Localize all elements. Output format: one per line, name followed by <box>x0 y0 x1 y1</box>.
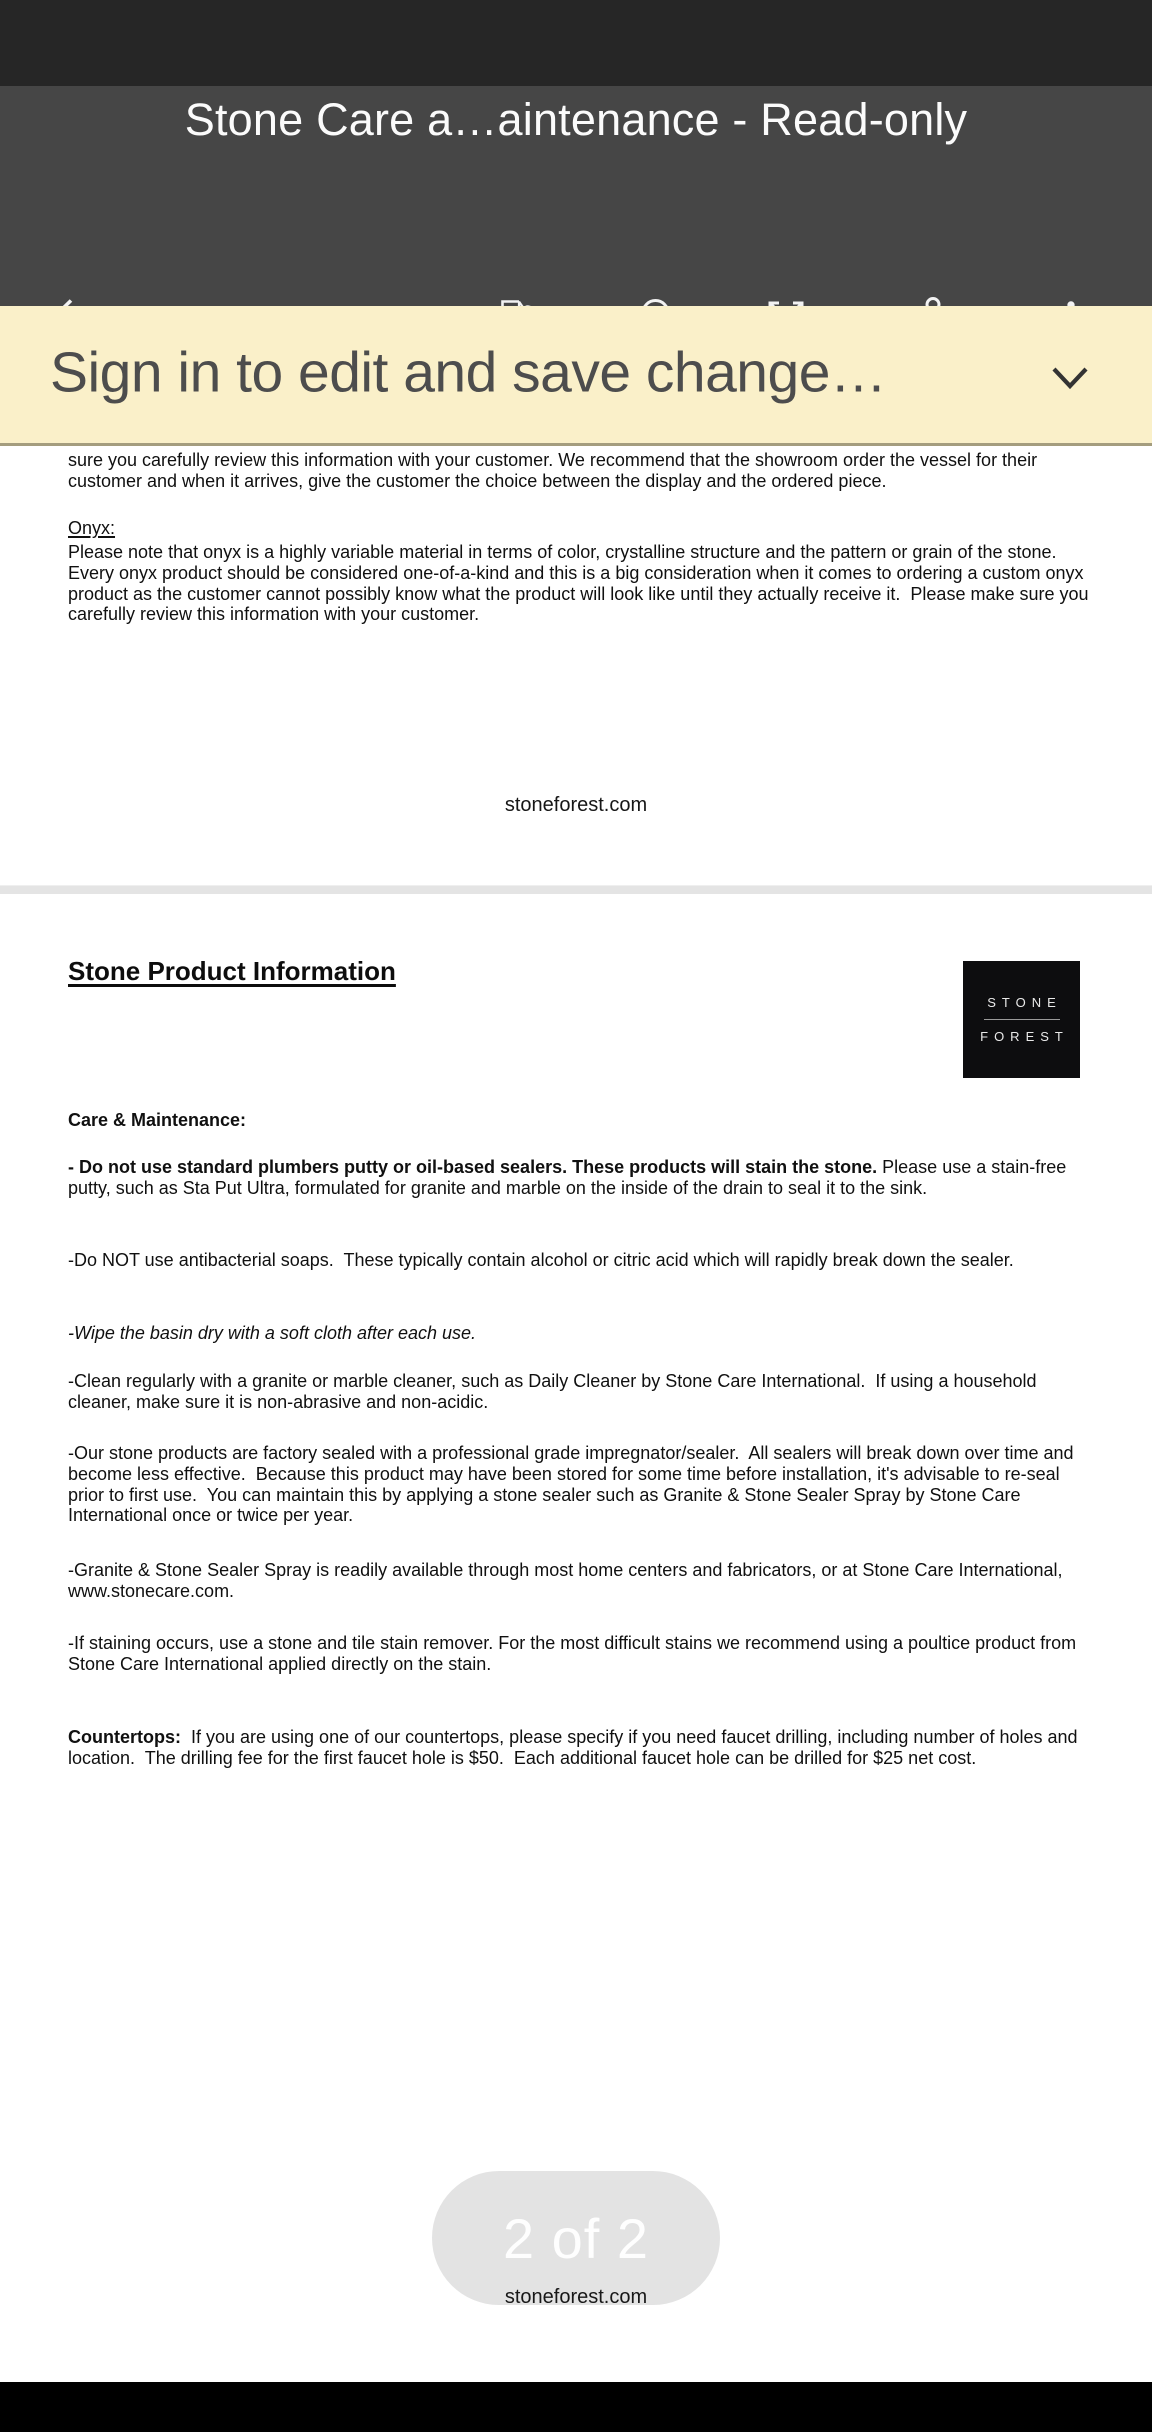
document-page-2 <box>0 894 1152 2382</box>
paragraph-stain-remover: -If staining occurs, use a stone and tile stain remover. For the most difficult stains we recommend using a poultice product from Stone Care International applied directly on the stain. <box>68 1633 1082 1674</box>
document-page-1 <box>0 446 1152 885</box>
onyx-section-heading: Onyx: <box>68 518 116 538</box>
stone-forest-logo <box>963 961 1080 1078</box>
paragraph-factory-sealed: -Our stone products are factory sealed with a professional grade impregnator/sealer. All sealers will break down over time and become less effective. Because this product may have been stored for some time before installation, it's advisable to re-seal prior to first use. You can maintain this by applying a stone sealer such as Granite & Stone Sealer Spray by Stone Care International once or twice per year. <box>68 1443 1079 1526</box>
page-separator <box>0 885 1152 894</box>
countertops-body: If you are using one of our countertops, please specify if you need faucet drilling, including number of holes and location. The drilling fee for the first faucet hole is $50. Each additional faucet hole can be drilled for $25 net cost. <box>68 1727 1083 1768</box>
countertops-label: Countertops: <box>68 1727 181 1747</box>
paragraph-wipe-dry: -Wipe the basin dry with a soft cloth after each use. <box>68 1323 477 1343</box>
care-maintenance-heading: Care & Maintenance: <box>68 1110 247 1130</box>
bottom-system-bar <box>0 2382 1152 2432</box>
page1-intro-paragraph: sure you carefully review this information with your customer. We recommend that the showroom order the vessel for their customer and when it arrives, give the customer the choice between the display and the ordered piece. <box>68 450 1043 491</box>
onyx-section-paragraph: Please note that onyx is a highly variable material in terms of color, crystalline structure and the pattern or grain of the stone. Every onyx product should be considered one-of-a-kind and this is a big consideration when it comes to ordering a custom onyx product as the customer cannot possibly know what the product will look like until they actually receive it. Please make sure you carefully review this information with your customer. <box>68 542 1094 625</box>
page2-title: Stone Product Information <box>68 956 396 986</box>
page-indicator-label: 2 of 2 <box>502 2206 650 2270</box>
sign-in-banner[interactable] <box>0 306 1152 446</box>
paragraph-soaps: -Do NOT use antibacterial soaps. These typically contain alcohol or citric acid which will rapidly break down the sealer. <box>68 1250 1014 1270</box>
sign-in-banner-text: Sign in to edit and save change… <box>50 339 887 404</box>
paragraph-clean-regularly: -Clean regularly with a granite or marble cleaner, such as Daily Cleaner by Stone Care International. If using a household cleaner, make sure it is non-abrasive and non-acidic. <box>68 1371 1042 1412</box>
logo-divider <box>984 1019 1060 1020</box>
document-title: Stone Care a…aintenance - Read-only <box>184 94 968 145</box>
logo-word-stone: STONE <box>987 995 1062 1010</box>
status-bar <box>0 0 1152 86</box>
paragraph-putty-bold: - Do not use standard plumbers putty or oil-based sealers. These products will stain the stone. <box>68 1157 878 1177</box>
page2-footer-url: stoneforest.com <box>504 2286 648 2308</box>
title-bar <box>0 86 1152 306</box>
chevron-down-icon[interactable] <box>1052 366 1088 390</box>
page1-footer-url: stoneforest.com <box>504 794 648 816</box>
logo-word-forest: FOREST <box>980 1029 1069 1044</box>
paragraph-putty-rest: Please use a stain-free putty, such as Sta Put Ultra, formulated for granite and marble on the inside of the drain to seal it to the sink. <box>68 1157 1072 1198</box>
paragraph-putty <box>68 1157 1092 1199</box>
page-indicator-pill <box>432 2171 720 2305</box>
paragraph-sealer-spray: -Granite & Stone Sealer Spray is readily available through most home centers and fabricators, or at Stone Care International, www.stonecare.com. <box>68 1560 1068 1601</box>
paragraph-countertops <box>68 1727 1092 1769</box>
